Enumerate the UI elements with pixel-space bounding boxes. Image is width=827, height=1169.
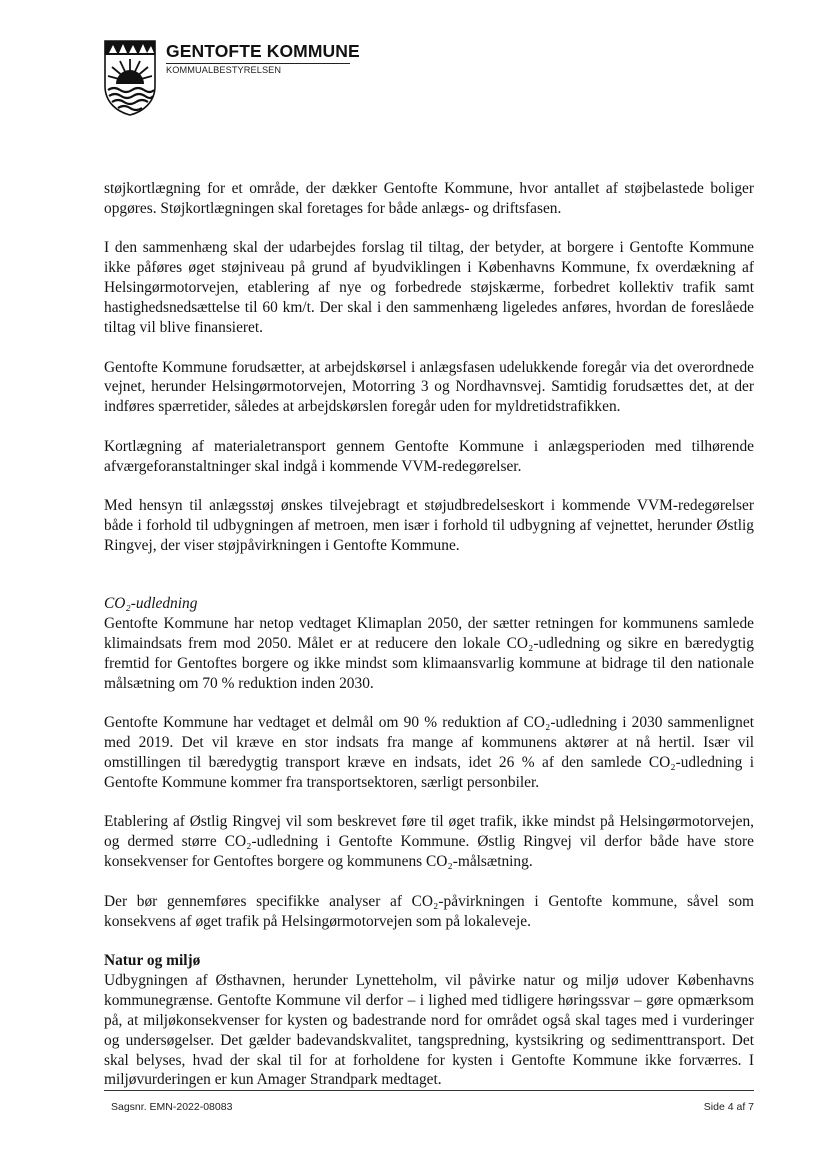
- paragraph: Udbygningen af Østhavnen, herunder Lynetteholm, vil påvirke natur og miljø udover Københavns kommunegrænse. Gentofte Kommune vil derfor – i lighed med tidligere høringssvar – gøre opmærksom på, at miljøkonsekvenser for kysten og badestrande nord for området også skal tages med i vurderinger og undersøgelser. Det gælder badevandskvalitet, tangspredning, kystsikring og sedimenttransport. Det skal belyses, hvad der skal til for at forholdene for kysten i Gentofte Kommune ikke forværres. I miljøvurderingen er kun Amager Strandpark medtaget.: [104, 971, 754, 1089]
- paragraph: Gentofte Kommune har netop vedtaget Klimaplan 2050, der sætter retningen for kommunens samlede klimaindsats frem mod 2050. Målet er at reducere den lokale CO₂-udledning og sikre en bæredygtig fremtid for Gentoftes borgere og ikke mindst som klimaansvarlig kommune at bidrage til den nationale målsætning om 70 % reduktion inden 2030.: [104, 614, 754, 692]
- paragraph: Der bør gennemføres specifikke analyser af CO₂-påvirkningen i Gentofte kommune, såvel som konsekvens af øget trafik på Helsingørmotorvejen som på lokaleveje.: [104, 892, 754, 930]
- organization-name: GENTOFTE KOMMUNE: [166, 41, 360, 61]
- organization-subtitle: KOMMUALBESTYRELSEN: [166, 65, 282, 75]
- paragraph: Gentofte Kommune forudsætter, at arbejdskørsel i anlægsfasen udelukkende foregår via det overordnede vejnet, herunder Helsingørmotorvejen, Motorring 3 og Nordhavnsvej. Samtidig forudsættes det, at der indføres spærretider, således at arbejdskørslen foregår uden for myldretidstrafikken.: [104, 358, 754, 416]
- case-number: Sagsnr. EMN-2022-08083: [111, 1101, 233, 1113]
- paragraph: Etablering af Østlig Ringvej vil som beskrevet føre til øget trafik, ikke mindst på Helsingørmotorvejen, og dermed større CO₂-udledning i Gentofte Kommune. Østlig Ringvej vil derfor både have store konsekvenser for Gentoftes borgere og kommunens CO₂-målsætning.: [104, 813, 754, 871]
- paragraph: Kortlægning af materialetransport gennem Gentofte Kommune i anlægsperioden med tilhørende afværgeforanstaltninger skal indgå i kommende VVM-redegørelser.: [104, 437, 754, 475]
- section-heading-nature: Natur og miljø: [104, 952, 201, 970]
- section-heading-co2: CO₂-udledning: [104, 594, 198, 612]
- paragraph: støjkortlægning for et område, der dækker Gentofte Kommune, hvor antallet af støjbelastede boliger opgøres. Støjkortlægningen skal foretages for både anlægs- og driftsfasen.: [104, 180, 754, 217]
- paragraph: Gentofte Kommune har vedtaget et delmål om 90 % reduktion af CO₂-udledning i 2030 sammenlignet med 2019. Det vil kræve en stor indsats fra mange af kommunens aktører at nå hertil. Især vil omstillingen til bæredygtig transport kræve en indsats, idet 26 % af den samlede CO₂-udledning i Gentofte Kommune kommer fra transportsektoren, særligt personbiler.: [104, 714, 754, 791]
- page-number: Side 4 af 7: [703, 1101, 754, 1113]
- footer-divider: [104, 1090, 754, 1091]
- paragraph: I den sammenhæng skal der udarbejdes forslag til tiltag, der betyder, at borgere i Gentofte Kommune ikke påføres øget støjniveau på grund af byudviklingen i Københavns Kommune, fx overdækning af Helsingørmotorvejen, etablering af nye og forbedrede støjskærme, forbedret kollektiv trafik samt hastighedsnedsættelse til 60 km/t. Der skal i den sammenhæng ligeledes anføres, hvordan de foreslåede tiltag vil blive finansieret.: [104, 239, 754, 337]
- paragraph: Med hensyn til anlægsstøj ønskes tilvejebragt et støjudbredelseskort i kommende VVM-redegørelser både i forhold til udbygningen af metroen, men især i forhold til udbygning af vejnettet, herunder Østlig Ringvej, der viser støjpåvirkningen i Gentofte Kommune.: [104, 497, 754, 555]
- document-body: [104, 179, 754, 1110]
- municipal-crest-logo: [104, 40, 156, 116]
- header-divider: [166, 63, 350, 64]
